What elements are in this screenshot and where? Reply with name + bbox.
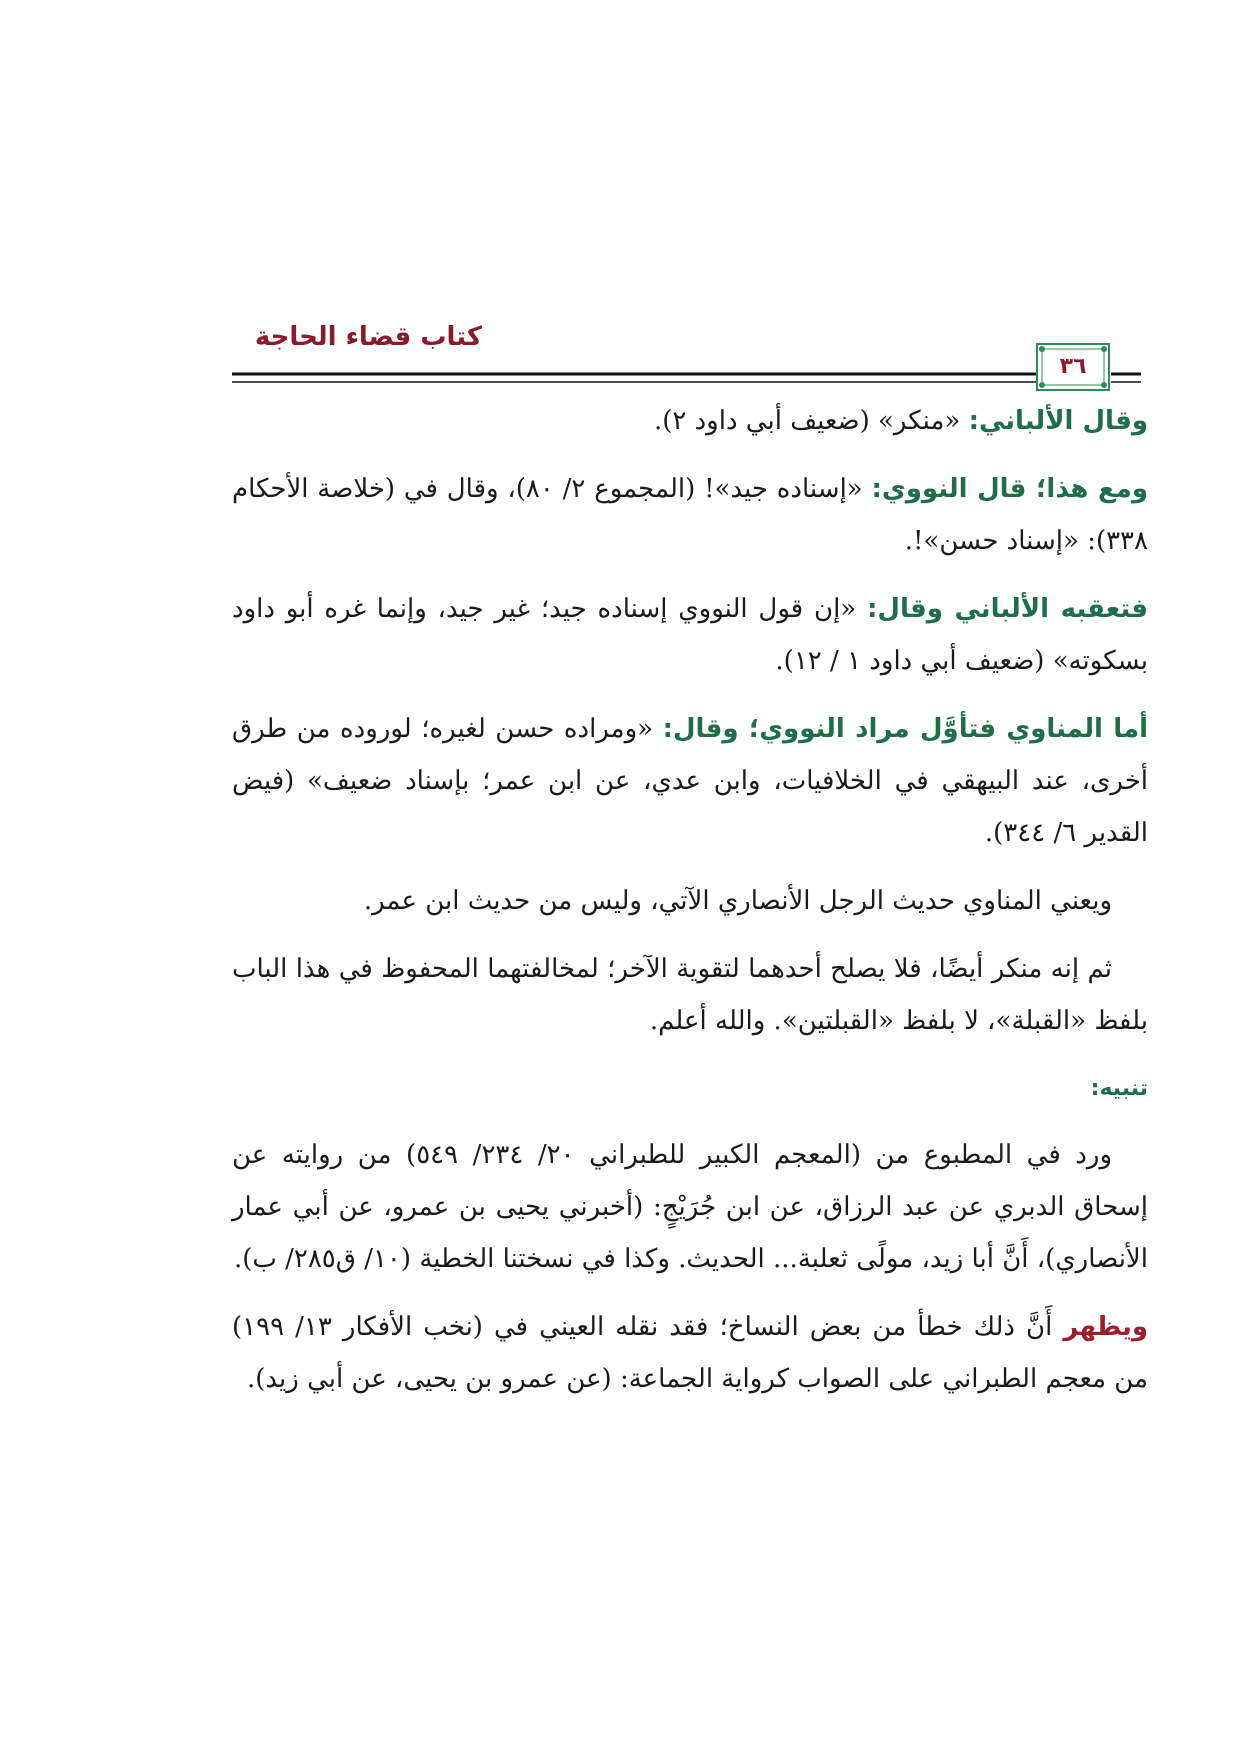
page-number-frame [1035,342,1111,392]
paragraph-text: ثم إنه منكر أيضًا، فلا يصلح أحدهما لتقوية الآخر؛ لمخالفتهما المحفوظ في هذا الباب بلفظ «القبلة»، لا بلفظ «القبلتين». والله أعلم. [232,954,1148,1036]
header-divider-left [232,352,1040,392]
paragraph [232,395,1148,447]
note-paragraph [232,1301,1148,1405]
paragraph-lead: ويظهر [1063,1312,1149,1342]
paragraph-text: ورد في المطبوع من (المعجم الكبير للطبراني ٢٠/ ٢٣٤/ ٥٤٩) من روايته عن إسحاق الدبري عن عبد الرزاق، عن ابن جُرَيْجٍ: (أخبرني يحيى بن عمرو، عن أبي عمار الأنصاري)، أَنَّ أبا زيد، مولًى ثعلبة... الحديث. وكذا في نسختنا الخطية (١٠/ ق٢٨٥/ ب). [232,1140,1148,1274]
note-paragraph [232,1129,1148,1285]
paragraph-lead: ومع هذا؛ قال النووي: [871,474,1148,504]
paragraph-text: أَنَّ ذلك خطأ من بعض النساخ؛ فقد نقله العيني في (نخب الأفكار ١٣/ ١٩٩) من معجم الطبراني على الصواب كرواية الجماعة: (عن عمرو بن يحيى، عن أبي زيد). [232,1312,1148,1394]
paragraph-text: «إسناده جيد»! (المجموع ٢/ ٨٠)، وقال في (خلاصة الأحكام ٣٣٨): «إسناد حسن»!. [232,474,1148,556]
paragraph [232,463,1148,567]
book-title: كتاب قضاء الحاجة [254,322,482,352]
paragraph [232,703,1148,859]
main-text [232,395,1148,1421]
paragraph [232,583,1148,687]
paragraph-lead: وقال الألباني: [968,406,1148,436]
paragraph-text: ويعني المناوي حديث الرجل الأنصاري الآتي، وليس من حديث ابن عمر. [363,886,1112,916]
paragraph [232,943,1148,1047]
paragraph-text: «إن قول النووي إسناده جيد؛ غير جيد، وإنما غره أبو داود بسكوته» (ضعيف أبي داود ١ / ١٢). [232,594,1148,676]
paragraph [232,875,1148,927]
page-number: ٣٦ [1059,354,1087,379]
header-divider-right [1111,352,1141,392]
note-heading: تنبيه: [1090,1076,1148,1101]
paragraph-lead: فتعقبه الألباني وقال: [867,594,1148,624]
paragraph-text: «منكر» (ضعيف أبي داود ٢). [653,406,969,436]
paragraph-lead: أما المناوي فتأوَّل مراد النووي؛ وقال: [662,714,1148,744]
paragraph-text: «ومراده حسن لغيره؛ لوروده من طرق أخرى، عند البيهقي في الخلافيات، وابن عدي، عن ابن عمر؛ بإسناد ضعيف» (فيض القدير ٦/ ٣٤٤). [232,714,1148,848]
